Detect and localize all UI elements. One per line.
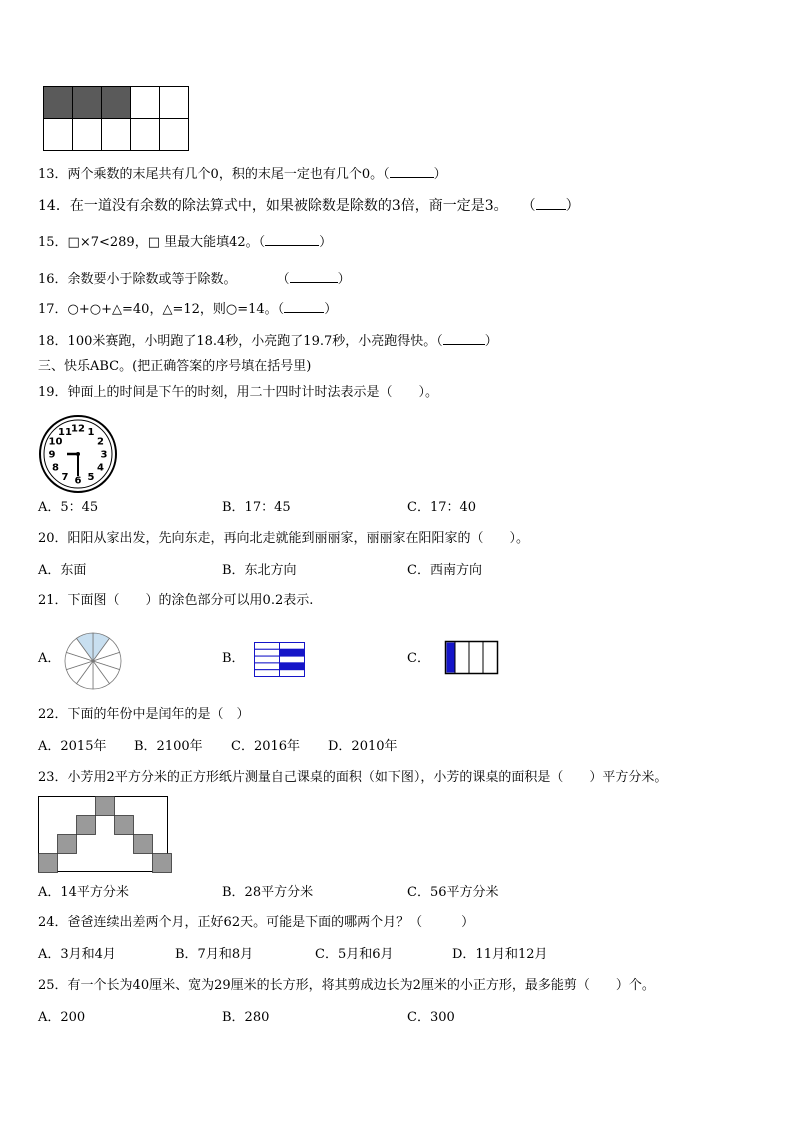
clock-number: 5: [87, 472, 95, 484]
b-cell: [280, 649, 305, 656]
paper-square: [58, 835, 77, 854]
paper-square: [77, 816, 96, 835]
section-3-title: 三、快乐ABC。(把正确答案的序号填在括号里): [38, 359, 312, 374]
c-shaded-cell: [447, 643, 455, 673]
question-22: 22．下面的年份中是闰年的是（ ）: [38, 707, 250, 722]
q25-option-c[interactable]: C．300: [407, 1010, 455, 1025]
clock-figure: [38, 414, 118, 494]
question-18: 18．100米赛跑，小明跑了18.4秒，小亮跑了19.7秒，小亮跑得快。（ ）: [38, 334, 498, 349]
grid-cell: [44, 87, 73, 119]
question-19: 19．钟面上的时间是下午的时刻，用二十四时计时法表示是（ ）。: [38, 385, 439, 400]
q24-option-c[interactable]: C．5月和6月: [315, 947, 394, 962]
clock-number: 1: [87, 426, 95, 438]
q21-pie-figure: [64, 632, 122, 690]
grid-cell: [131, 119, 160, 151]
question-16: 16．余数要小于除数或等于除数。 （ ）: [38, 272, 351, 287]
b-cell: [255, 649, 280, 656]
question-20: 20．阳阳从家出发，先向东走，再向北走就能到丽丽家，丽丽家在阳阳家的（ ）。: [38, 531, 530, 546]
grid-cell: [44, 119, 73, 151]
q22-option-c[interactable]: C．2016年: [231, 739, 301, 754]
question-23: 23．小芳用2平方分米的正方形纸片测量自己课桌的面积（如下图），小芳的课桌的面积是（ ）平方分米。: [38, 770, 668, 785]
clock-number: 10: [48, 436, 63, 448]
fraction-grid-figure: [43, 86, 188, 150]
grid-cell: [131, 87, 160, 119]
q22-option-b[interactable]: B．2100年: [134, 739, 203, 754]
clock-number: 6: [74, 475, 82, 487]
desk-squares: [39, 797, 172, 873]
b-cell: [280, 656, 305, 663]
b-cell: [255, 670, 280, 677]
question-17: 17．○+○+△=40，△=12，则○=14。（ ）: [38, 302, 338, 317]
q22-option-d[interactable]: D．2010年: [328, 739, 398, 754]
clock-number: 12: [71, 423, 85, 435]
q20-option-b[interactable]: B．东北方向: [222, 563, 297, 578]
question-21: 21．下面图（ ）的涂色部分可以用0.2表示.: [38, 593, 314, 608]
b-cells: [255, 643, 305, 677]
question-15: 15．□×7<289，□ 里最大能填42。（ ）: [38, 235, 333, 250]
q23-option-c[interactable]: C．56平方分米: [407, 885, 499, 900]
b-cell: [255, 663, 280, 670]
question-13: 13．两个乘数的末尾共有几个0，积的末尾一定也有几个0。（ ）: [38, 167, 447, 182]
clock-number: 4: [97, 462, 105, 474]
grid-cell: [73, 119, 102, 151]
q24-option-b[interactable]: B．7月和8月: [175, 947, 254, 962]
q25-option-a[interactable]: A．200: [38, 1010, 86, 1025]
q24-option-a[interactable]: A．3月和4月: [38, 947, 116, 962]
clock-number: 8: [51, 462, 59, 474]
pie-slices: [65, 633, 121, 689]
q23-option-b[interactable]: B．28平方分米: [222, 885, 314, 900]
q21-label-a[interactable]: A．: [38, 651, 61, 666]
q20-option-a[interactable]: A．东面: [38, 563, 87, 578]
clock-number: 7: [61, 472, 69, 484]
q25-option-b[interactable]: B．280: [222, 1010, 270, 1025]
grid-cell: [102, 119, 131, 151]
b-cell: [280, 643, 305, 650]
grid-cell: [73, 87, 102, 119]
q21-bar-figure: [445, 641, 499, 675]
clock-number: 2: [97, 436, 105, 448]
q22-option-a[interactable]: A．2015年: [38, 739, 107, 754]
grid-cell: [160, 119, 189, 151]
clock-number: 3: [100, 449, 108, 461]
paper-square: [153, 854, 172, 873]
paper-square: [115, 816, 134, 835]
grid-cells: [44, 87, 189, 151]
q19-option-b[interactable]: B．17：45: [222, 500, 291, 515]
b-cell: [255, 643, 280, 650]
question-24: 24．爸爸连续出差两个月，正好62天。可能是下面的哪两个月？（ ）: [38, 915, 475, 930]
q23-option-a[interactable]: A．14平方分米: [38, 885, 129, 900]
q21-label-b[interactable]: B．: [222, 651, 245, 666]
q21-label-c[interactable]: C．: [407, 651, 430, 666]
clock-number: 9: [48, 449, 56, 461]
q19-option-a[interactable]: A．5：45: [38, 500, 99, 515]
paper-square: [39, 854, 58, 873]
c-cells: [446, 642, 498, 674]
paper-square: [96, 797, 115, 816]
b-cell: [280, 670, 305, 677]
question-14: 14．在一道没有余数的除法算式中，如果被除数是除数的3倍，商一定是3。 （ ）: [38, 198, 580, 214]
q24-option-d[interactable]: D．11月和12月: [452, 947, 548, 962]
b-cell: [255, 656, 280, 663]
grid-cell: [160, 87, 189, 119]
q19-option-c[interactable]: C．17：40: [407, 500, 477, 515]
paper-square: [134, 835, 153, 854]
grid-cell: [102, 87, 131, 119]
clock-number: 11: [58, 426, 72, 438]
q20-option-c[interactable]: C．西南方向: [407, 563, 482, 578]
q21-grid-figure: [254, 642, 306, 678]
question-25: 25．有一个长为40厘米、宽为29厘米的长方形，将其剪成边长为2厘米的小正方形，最多能剪（ ）个。: [38, 978, 655, 993]
b-cell: [280, 663, 305, 670]
desk-measure-figure: [38, 796, 168, 872]
